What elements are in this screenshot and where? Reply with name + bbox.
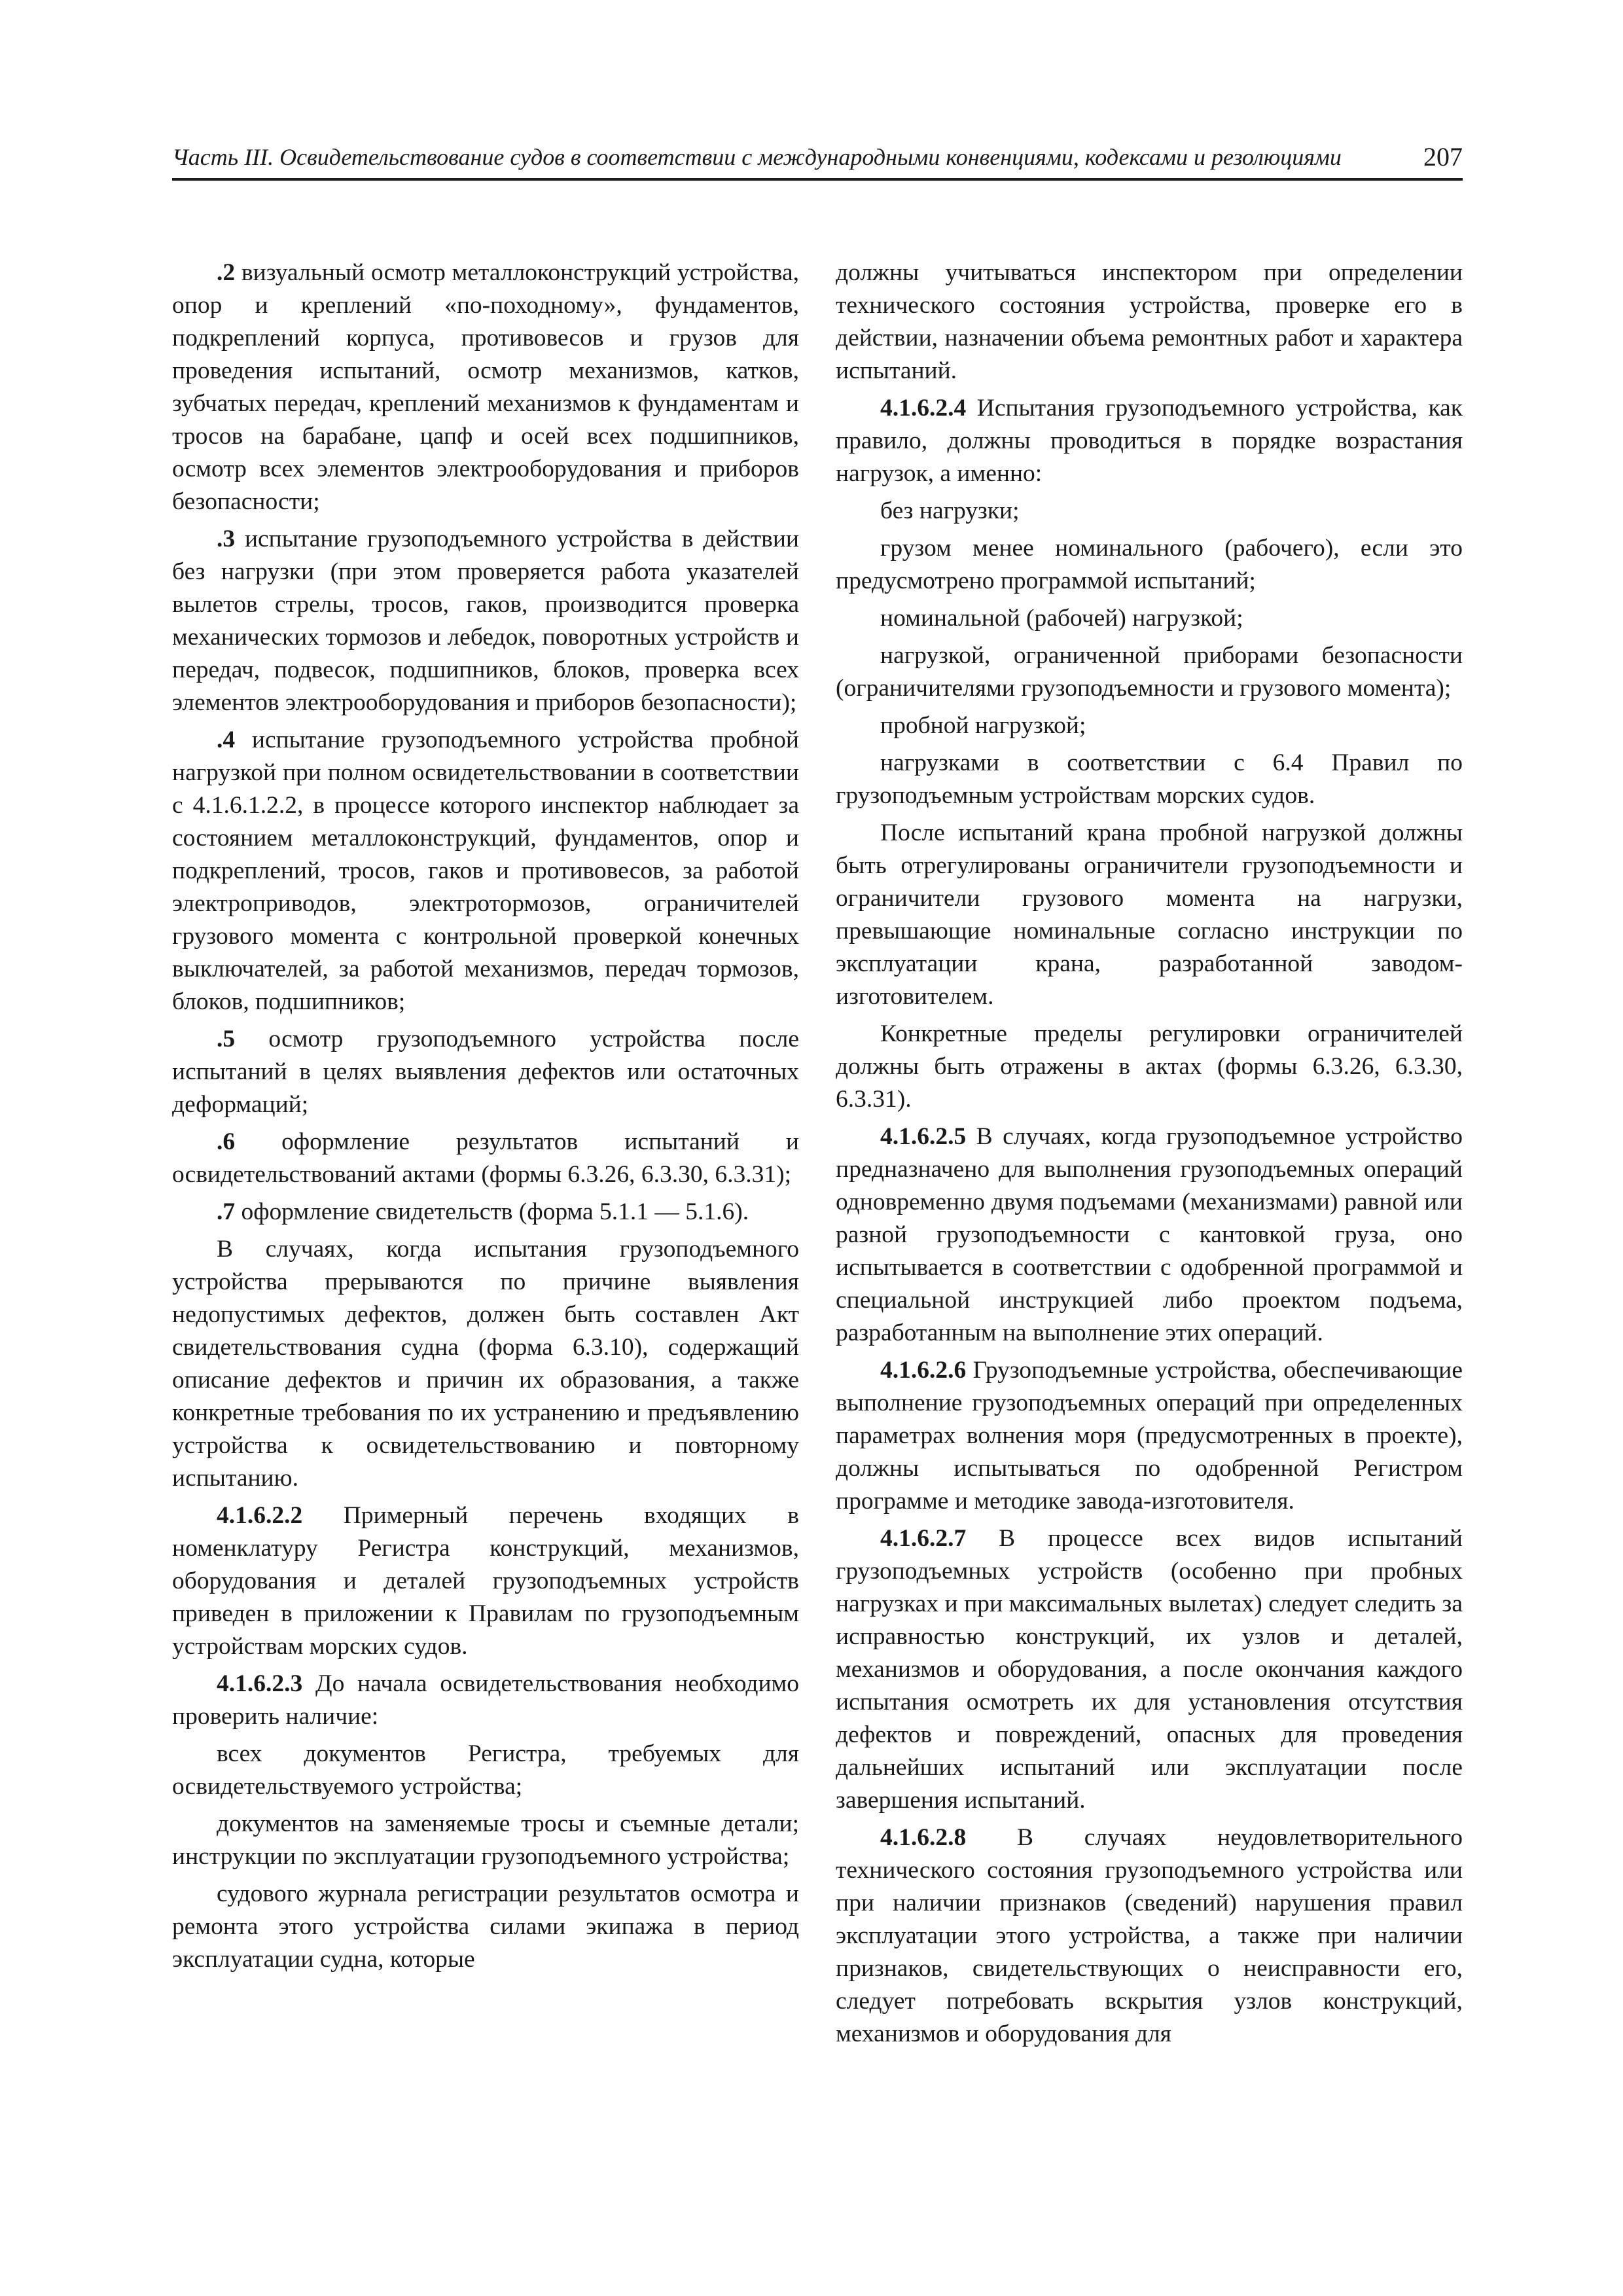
paragraph [836, 747, 1463, 812]
paragraph [172, 257, 799, 518]
clause-number: 4.1.6.2.4 [880, 395, 967, 422]
page-number: 207 [1423, 142, 1463, 171]
header-rule [172, 178, 1463, 181]
paragraph [836, 1821, 1463, 2051]
paragraph [172, 1668, 799, 1733]
clause-number: .4 [217, 726, 236, 753]
running-head [172, 143, 1463, 171]
paragraph [836, 257, 1463, 387]
paragraph-text: должны учитываться инспектором при определении технического состояния устройства, проверке его в действии, назначении объема ремонтных работ и характера испытаний. [836, 259, 1463, 384]
paragraph [836, 1522, 1463, 1817]
paragraph-text: номинальной (рабочей) нагрузкой; [880, 605, 1243, 632]
paragraph [836, 532, 1463, 598]
right-column [836, 257, 1463, 2055]
paragraph-text: В случаях, когда грузоподъемное устройство предназначено для выполнения грузоподъемных операций одновременно двумя подъемами (механизмами) равной или разной грузоподъемности с кантовкой груза, оно испытывается в соответствии с одобренной программой и специальной инструкцией либо проектом подъема, разработанным на выполнение этих операций. [836, 1123, 1463, 1346]
paragraph-text: Конкретные пределы регулировки ограничителей должны быть отражены в актах (формы 6.3.26, 6.3.30, 6.3.31). [836, 1020, 1463, 1113]
paragraph-text: оформление результатов испытаний и освидетельствований актами (формы 6.3.26, 6.3.30, 6.3.31); [172, 1128, 799, 1188]
paragraph-text: документов на заменяемые тросы и съемные детали; инструкции по эксплуатации грузоподъемного устройства; [172, 1810, 799, 1870]
paragraph-text: В процессе всех видов испытаний грузоподъемных устройств (особенно при пробных нагрузках и при максимальных вылетах) следует следить за исправностью конструкций, их узлов и деталей, механизмов и оборудования, а после окончания каждого испытания осмотреть их для установления отсутствия дефектов и повреждений, опасных для проведения дальнейших испытаний или эксплуатации после завершения испытаний. [836, 1525, 1463, 1814]
paragraph [172, 1878, 799, 1976]
paragraph [172, 724, 799, 1018]
clause-number: 4.1.6.2.8 [880, 1824, 967, 1851]
paragraph [172, 1126, 799, 1191]
paragraph-text: испытание грузоподъемного устройства пробной нагрузкой при полном освидетельствовании в соответствии с 4.1.6.1.2.2, в процессе которого инспектор наблюдает за состоянием металлоконструкций, фундаментов, опор и подкреплений, тросов, гаков и противовесов, за работой электроприводов, электротормозов, ограничителей грузового момента с контрольной проверкой конечных выключателей, за работой механизмов, передач тормозов, блоков, подшипников; [172, 726, 799, 1015]
paragraph-text: нагрузкой, ограниченной приборами безопасности (ограничителями грузоподъемности и грузового момента); [836, 642, 1463, 702]
paragraph-text: судового журнала регистрации результатов осмотра и ремонта этого устройства силами экипажа в период эксплуатации судна, которые [172, 1880, 799, 1973]
paragraph-text: В случаях, когда испытания грузоподъемного устройства прерываются по причине выявления недопустимых дефектов, должен быть составлен Акт свидетельствования судна (форма 6.3.10), содержащий описание дефектов и причин их образования, а также конкретные требования по их устранению и предъявлению устройства к освидетельствованию и повторному испытанию. [172, 1236, 799, 1492]
paragraph [836, 602, 1463, 635]
paragraph-text: нагрузками в соответствии с 6.4 Правил по грузоподъемным устройствам морских судов. [836, 749, 1463, 809]
paragraph [172, 1499, 799, 1663]
paragraph [172, 1808, 799, 1873]
paragraph-text: грузом менее номинального (рабочего), если это предусмотрено программой испытаний; [836, 535, 1463, 594]
paragraph-text: осмотр грузоподъемного устройства после испытаний в целях выявления дефектов или остаточных деформаций; [172, 1026, 799, 1118]
running-title: Часть III. Освидетельствование судов в соответствии с международными конвенциями, кодексами и резолюциями [172, 144, 1342, 170]
clause-number: .3 [217, 526, 236, 552]
paragraph [172, 1233, 799, 1495]
paragraph-text: без нагрузки; [880, 497, 1020, 524]
clause-number: 4.1.6.2.2 [217, 1502, 303, 1529]
paragraph [836, 817, 1463, 1013]
paragraph-text: В случаях неудовлетворительного технического состояния грузоподъемного устройства или при наличии признаков (сведений) нарушения правил эксплуатации этого устройства, а также при наличии признаков, свидетельствующих о неисправности его, следует потребовать вскрытия узлов конструкций, механизмов и оборудования для [836, 1824, 1463, 2047]
paragraph [172, 1738, 799, 1803]
paragraph-text: испытание грузоподъемного устройства в действии без нагрузки (при этом проверяется работа указателей вылетов стрелы, тросов, гаков, производится проверка механических тормозов и лебедок, поворотных устройств и передач, подвесок, подшипников, блоков, проверка всех элементов электрооборудования и приборов безопасности); [172, 526, 799, 716]
paragraph-text: пробной нагрузкой; [880, 712, 1086, 739]
paragraph [172, 1023, 799, 1121]
clause-number: 4.1.6.2.7 [880, 1525, 967, 1552]
clause-number: .7 [217, 1198, 236, 1225]
paragraph-text: Примерный перечень входящих в номенклатуру Регистра конструкций, механизмов, оборудования и деталей грузоподъемных устройств приведен в приложении к Правилам по грузоподъемным устройствам морских судов. [172, 1502, 799, 1660]
clause-number: .2 [217, 259, 236, 286]
clause-number: .5 [217, 1026, 236, 1052]
paragraph [836, 495, 1463, 528]
paragraph [836, 709, 1463, 742]
paragraph [172, 1196, 799, 1229]
clause-number: 4.1.6.2.6 [880, 1357, 967, 1384]
paragraph [836, 1018, 1463, 1116]
clause-number: 4.1.6.2.3 [217, 1670, 303, 1697]
paragraph [836, 1354, 1463, 1518]
paragraph-text: Испытания грузоподъемного устройства, как правило, должны проводиться в порядке возрастания нагрузок, а именно: [836, 395, 1463, 487]
clause-number: .6 [217, 1128, 236, 1155]
paragraph [836, 639, 1463, 705]
paragraph-text: оформление свидетельств (форма 5.1.1 — 5.1.6). [235, 1198, 749, 1225]
left-column [172, 257, 799, 1981]
paragraph-text: всех документов Регистра, требуемых для освидетельствуемого устройства; [172, 1740, 799, 1800]
paragraph-text: После испытаний крана пробной нагрузкой должны быть отрегулированы ограничители грузоподъемности и ограничители грузового момента на нагрузки, превышающие номинальные согласно инструкции по эксплуатации крана, разработанной заводом-изготовителем. [836, 819, 1463, 1010]
paragraph-text: Грузоподъемные устройства, обеспечивающие выполнение грузоподъемных операций при определенных параметрах волнения моря (предусмотренных в проекте), должны испытываться по одобренной Регистром программе и методике завода-изготовителя. [836, 1357, 1463, 1515]
paragraph [836, 1121, 1463, 1350]
paragraph-text: визуальный осмотр металлоконструкций устройства, опор и креплений «по-походному», фундаментов, подкреплений корпуса, противовесов и грузов для проведения испытаний, осмотр механизмов, катков, зубчатых передач, креплений механизмов к фундаментам и тросов на барабане, цапф и осей всех подшипников, осмотр всех элементов электрооборудования и приборов безопасности; [172, 259, 799, 515]
clause-number: 4.1.6.2.5 [880, 1123, 967, 1150]
paragraph [836, 392, 1463, 490]
paragraph-text: До начала освидетельствования необходимо проверить наличие: [172, 1670, 799, 1730]
paragraph [172, 523, 799, 719]
